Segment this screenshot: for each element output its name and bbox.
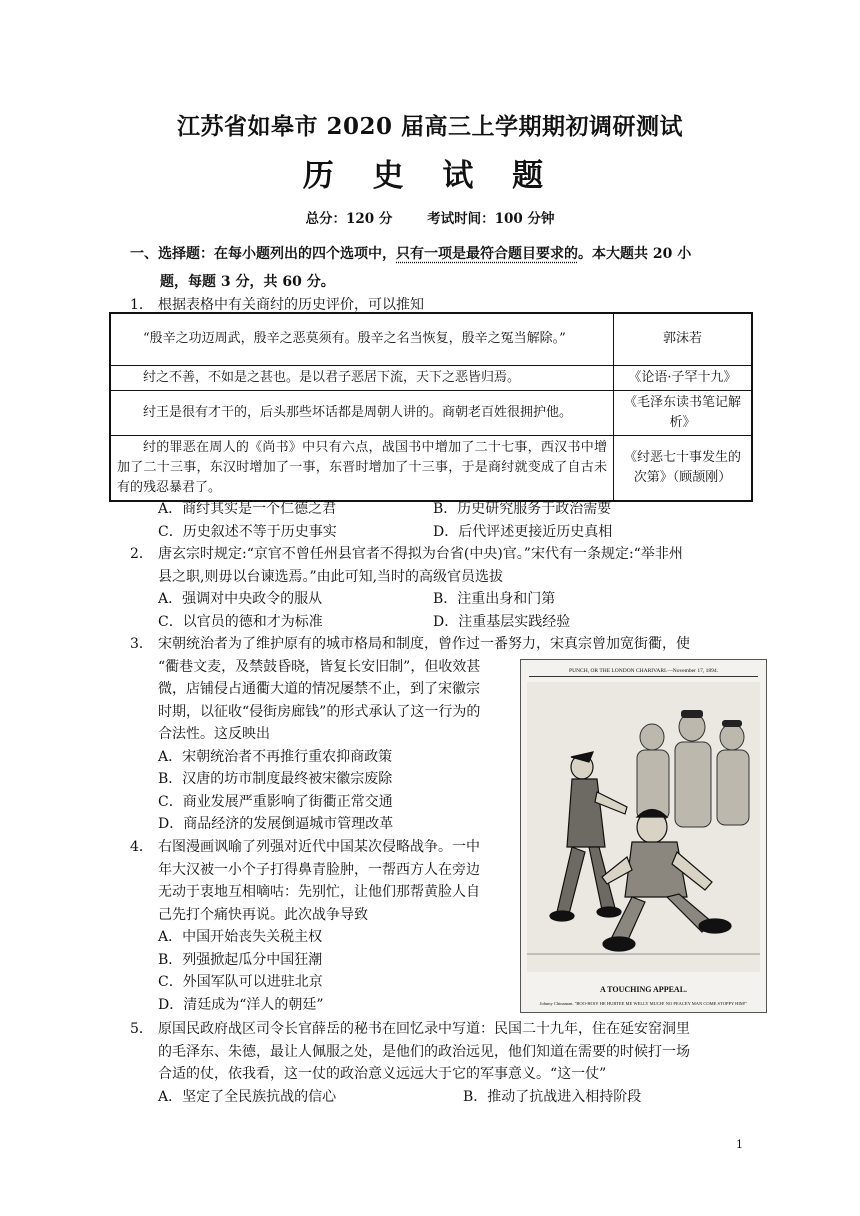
option-c[interactable]: C．商业发展严重影响了街衢正常交通 (158, 793, 393, 810)
option-c[interactable]: C．以官员的德和才为标准 (158, 613, 323, 630)
cartoon-illustration (527, 682, 760, 972)
punch-cartoon (520, 659, 767, 1013)
option-a[interactable]: A．坚定了全民族抗战的信心 (158, 1088, 337, 1105)
question-4: 4． 右图漫画讽喻了列强对近代中国某次侵略战争。一中 年大汉被一小个子打得鼻青脸肿，一帮西方人在旁边 无动于衷地互相嘀咕：先别忙，让他们那帮黄脸人自 己先打个痛快再说。此次战争导致 A．中国开始丧失关税主权 B．列强掀起瓜分中国狂潮 C．外国军队可以进驻北京 D．清廷成为“洋人的朝廷” (130, 836, 510, 1016)
exam-time: 考试时间：100 分钟 (427, 211, 555, 227)
option-b[interactable]: B．列强掀起瓜分中国狂潮 (158, 951, 323, 968)
question-1: 1． 根据表格中有关商纣的历史评价，可以推知 (130, 294, 740, 317)
question-1-stem: 根据表格中有关商纣的历史评价，可以推知 (158, 297, 424, 313)
evaluation-table (109, 312, 753, 502)
option-c[interactable]: C．历史叙述不等于历史事实 (158, 523, 337, 540)
option-d[interactable]: D．注重基层实践经验 (433, 613, 571, 630)
option-a[interactable]: A．宋朝统治者不再推行重农抑商政策 (158, 748, 393, 765)
cartoon-subcaption: Johnny Chinaman. "BOO-HOO! HE HURTEE ME WELLY MUCH! NO PEACEY MAN COME STOPPY HIM!" (539, 1001, 748, 1006)
question-1-options (158, 498, 758, 543)
option-b[interactable]: B．历史研究服务于政治需要 (433, 501, 612, 517)
question-2: 2． 唐玄宗时规定:“京官不曾任州县官者不得拟为台省(中央)官。”宋代有一条规定:“举非州 县之职,则毋以台谏选焉。”由此可知,当时的高级官员选拔 A．强调对中央政令的服从 B．注重出身和门第 C．以官员的德和才为标准 D．注重基层实践经验 (130, 543, 745, 633)
cartoon-header: PUNCH, OR THE LONDON CHARIVARI.—November 17, 1894. (529, 668, 758, 677)
option-d[interactable]: D．商品经济的发展倒逼城市管理改革 (158, 816, 394, 832)
option-a[interactable]: A．商纣其实是一个仁德之君 (158, 501, 337, 517)
table-row: 纣王是很有才干的，后头那些坏话都是周朝人讲的。商朝老百姓很拥护他。 《毛泽东读书笔记解析》 (110, 390, 752, 435)
page-number: 1 (736, 1138, 743, 1151)
exam-subject: 历 史 试 题 (302, 158, 558, 194)
total-score: 总分：120 分 (305, 211, 393, 227)
option-d[interactable]: D．后代评述更接近历史真相 (433, 523, 613, 540)
cartoon-caption: A TOUCHING APPEAL. (599, 985, 688, 994)
exam-meta (0, 207, 860, 227)
question-3: 3． 宋朝统治者为了维护原有的城市格局和制度，曾作过一番努力，宋真宗曾加宽街衢，使 “衢巷文麦，及禁鼓昏晓，皆复长安旧制”，但收效甚 微，店铺侵占通衢大道的情况屡禁不止，到了宋徽宗 时期，以征收“侵街房廊钱”的形式承认了这一行为的 合法性。这反映出 A．宋朝统治者不再推行重农抑商政策 B．汉唐的坊市制度最终被宋徽宗废除 C．商业发展严重影响了街衢正常交通 D．商品经济的发展倒逼城市管理改革 (130, 633, 745, 836)
option-a[interactable]: A．中国开始丧失关税主权 (158, 929, 323, 945)
option-c[interactable]: C．外国军队可以进驻北京 (158, 974, 323, 990)
table-row: 纣的罪恶在周人的《尚书》中只有六点，战国书中增加了二十七事，西汉书中增加了二十三事，东汉时增加了一事，东晋时增加了十三事，于是商纣就变成了自古未有的残忍暴君了。 《纣恶七十事发生的次第》（顾颉刚） (110, 435, 752, 501)
question-5: 5． 原国民政府战区司令长官薛岳的秘书在回忆录中写道：民国二十九年，住在延安窑洞里 的毛泽东、朱德，最让人佩服之处，是他们的政治远见，他们知道在需要的时候打一场 合适的仗，依我看，这一仗的政治意义远远大于它的军事意义。“这一仗” A．坚定了全民族抗战的信心 B．推动了抗战进入相持阶段 (130, 1018, 750, 1108)
exam-title: 江苏省如皋市 2020 届高三上学期期初调研测试 (176, 113, 684, 140)
option-b[interactable]: B．推动了抗战进入相持阶段 (463, 1088, 642, 1105)
option-a[interactable]: A．强调对中央政令的服从 (158, 591, 323, 607)
option-d[interactable]: D．清廷成为“洋人的朝廷” (158, 996, 324, 1013)
table-row: “殷辛之功迈周武，殷辛之恶莫须有。殷辛之名当恢复，殷辛之冤当解除。” 郭沫若 (110, 313, 752, 365)
option-b[interactable]: B．汉唐的坊市制度最终被宋徽宗废除 (158, 771, 393, 787)
option-b[interactable]: B．注重出身和门第 (433, 591, 556, 607)
section-heading: 一、选择题：在每小题列出的四个选项中，只有一项是最符合题目要求的。本大题共 20 小 题，每题 3 分，共 60 分。 (130, 246, 692, 290)
table-row: 纣之不善，不如是之甚也。是以君子恶居下流，天下之恶皆归焉。 《论语·子罕十九》 (110, 365, 752, 390)
